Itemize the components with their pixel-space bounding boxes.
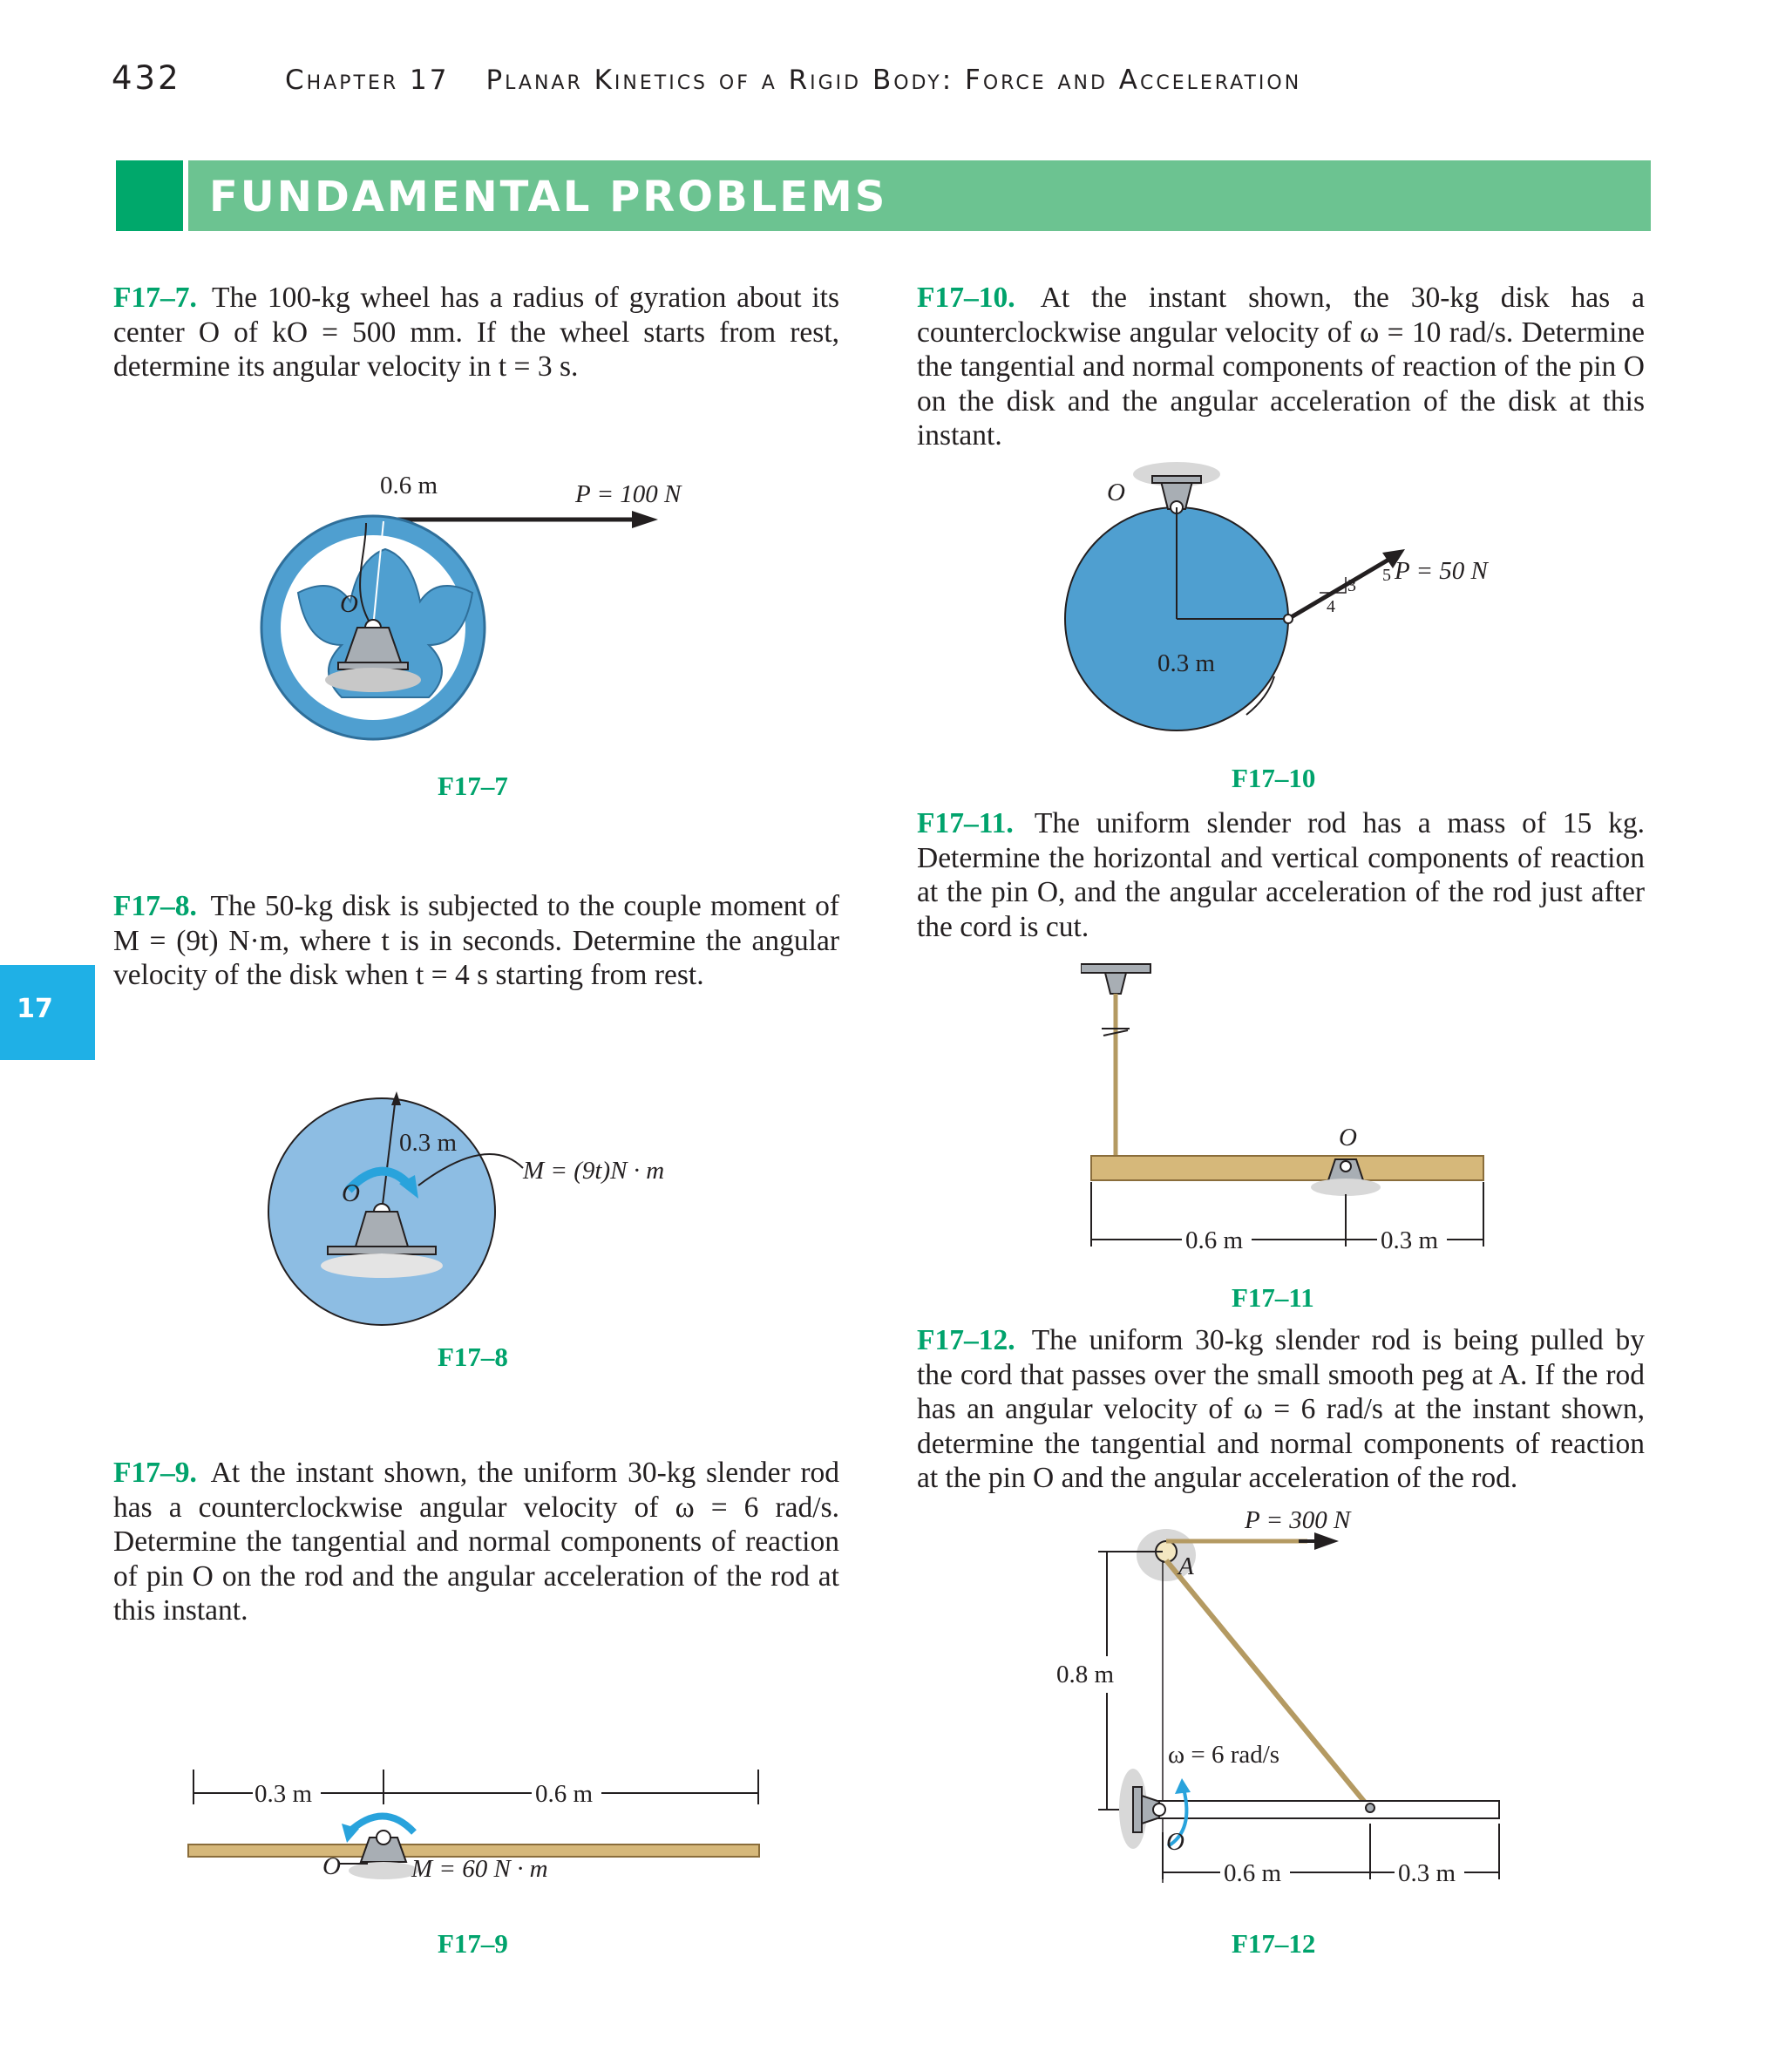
problem-f17-7 [113, 281, 839, 384]
caption-f17-11: F17–11 [1232, 1282, 1314, 1313]
pin-label: O [340, 590, 358, 618]
moment-label: M = (9t)N · m [523, 1157, 665, 1185]
right-length-label: 0.6 m [535, 1780, 594, 1808]
force-label: P = 300 N [1245, 1506, 1351, 1534]
left-length-label: 0.6 m [1185, 1226, 1244, 1254]
support-base [328, 1247, 436, 1254]
chapter-title-text: Planar Kinetics of a Rigid Body: Force and Acceleration [485, 65, 1302, 96]
figure-f17-12 [1046, 1499, 1534, 1900]
problem-text: The 100-kg wheel has a radius of gyration about its center O of kO = 500 mm. If the wheel starts from rest, determine its angular velocity in t = 3 s. [113, 282, 839, 383]
slope-hyp-label: 5 [1382, 566, 1391, 585]
radius-label: 0.3 m [1157, 649, 1216, 677]
problem-id: F17–9. [113, 1457, 197, 1489]
force-attachment [1284, 615, 1293, 623]
omega-label: ω = 6 rad/s [1168, 1741, 1280, 1769]
figure-f17-10 [1046, 462, 1534, 758]
force-arrowhead [632, 511, 658, 528]
force-label: P = 50 N [1395, 557, 1488, 585]
caption-f17-8: F17–8 [438, 1342, 508, 1372]
page-number: 432 [112, 59, 181, 97]
radius-label: 0.6 m [380, 472, 438, 499]
pin-label: O [322, 1852, 341, 1880]
ground-hatch [321, 1253, 443, 1278]
moment-label: M = 60 N · m [411, 1855, 548, 1883]
slender-rod [1091, 1156, 1483, 1180]
problem-text: The 50-kg disk is subjected to the couple moment of M = (9t) N·m, where t is in seconds. Determine the angular velocity of the disk when t = 4 s starting from rest. [113, 890, 839, 991]
cord-bracket [1105, 973, 1126, 994]
figure-f17-11 [1081, 959, 1499, 1264]
right-length-label: 0.3 m [1398, 1859, 1456, 1887]
problem-text: The uniform 30-kg slender rod is being pulled by the cord that passes over the small smooth peg at A. If the rod has an angular velocity of ω = 6 rad/s at the instant shown, determine the tangential and normal components of reaction at the pin O and the angular acceleration of the rod. [917, 1324, 1646, 1494]
problem-f17-10 [917, 281, 1645, 453]
support-base [1152, 476, 1201, 483]
ground-hatch [325, 668, 421, 692]
pin [377, 1831, 390, 1844]
caption-f17-9: F17–9 [438, 1928, 508, 1959]
left-length-label: 0.3 m [255, 1780, 313, 1808]
pin-label: O [342, 1179, 360, 1207]
figure-f17-9 [174, 1752, 784, 1909]
slender-rod [1159, 1801, 1499, 1818]
pin [1153, 1804, 1165, 1816]
figure-f17-7 [235, 462, 689, 776]
problem-text: At the instant shown, the uniform 30-kg slender rod has a counterclockwise angular velocity of ω = 6 rad/s. Determine the tangential and normal components of reaction of pin O on the rod and the angular acceleration of the rod at this instant. [113, 1457, 840, 1627]
caption-f17-7: F17–7 [438, 771, 508, 801]
problem-id: F17–11. [917, 807, 1014, 839]
pin-label: O [1166, 1828, 1184, 1856]
chapter-heading [285, 65, 1301, 96]
slope-run-label: 4 [1327, 597, 1335, 616]
chapter-thumb-tab-label: 17 [17, 994, 53, 1024]
cord-diagonal [1166, 1560, 1370, 1809]
section-title: FUNDAMENTAL PROBLEMS [209, 173, 888, 221]
omega-arrowhead [1175, 1778, 1191, 1794]
problem-f17-9 [113, 1456, 839, 1628]
chapter-label: Chapter 17 [285, 65, 450, 96]
problem-id: F17–10. [917, 282, 1015, 314]
problem-text: The uniform slender rod has a mass of 15 kg. Determine the horizontal and vertical components of reaction at the pin O, and the angular acceleration of the rod just after the cord is cut. [917, 807, 1645, 943]
caption-f17-10: F17–10 [1232, 763, 1316, 793]
problem-id: F17–8. [113, 890, 197, 922]
problem-text: At the instant shown, the 30-kg disk has a counterclockwise angular velocity of ω = 10 rad/s. Determine the tangential and normal components of reaction of the pin O on the disk and the angular acceleration of the disk at this instant. [917, 282, 1645, 452]
ground-hatch [1311, 1179, 1381, 1196]
problem-id: F17–7. [113, 282, 197, 314]
cord-attachment [1366, 1804, 1374, 1812]
peg-label: A [1178, 1552, 1194, 1580]
problem-id: F17–12. [917, 1324, 1015, 1356]
force-arrowhead [1314, 1532, 1339, 1550]
problem-f17-12 [917, 1323, 1645, 1496]
problem-f17-11 [917, 806, 1645, 944]
caption-f17-12: F17–12 [1232, 1928, 1316, 1959]
wall-support [1133, 1787, 1142, 1832]
slope-rise-label: 3 [1347, 576, 1356, 595]
running-head [0, 0, 1785, 113]
right-length-label: 0.3 m [1381, 1226, 1439, 1254]
pin-label: O [1339, 1124, 1357, 1151]
pin [1340, 1161, 1351, 1172]
pin-label: O [1107, 479, 1125, 506]
force-line [1288, 556, 1395, 619]
problem-f17-8 [113, 889, 839, 993]
ceiling-support [1081, 964, 1150, 973]
height-label: 0.8 m [1056, 1661, 1115, 1688]
banner-accent-block [116, 160, 183, 231]
force-label: P = 100 N [575, 480, 682, 508]
figure-f17-8 [261, 1081, 697, 1342]
moment-arrow [349, 1817, 414, 1833]
radius-label: 0.3 m [399, 1129, 458, 1157]
left-length-label: 0.6 m [1224, 1859, 1282, 1887]
